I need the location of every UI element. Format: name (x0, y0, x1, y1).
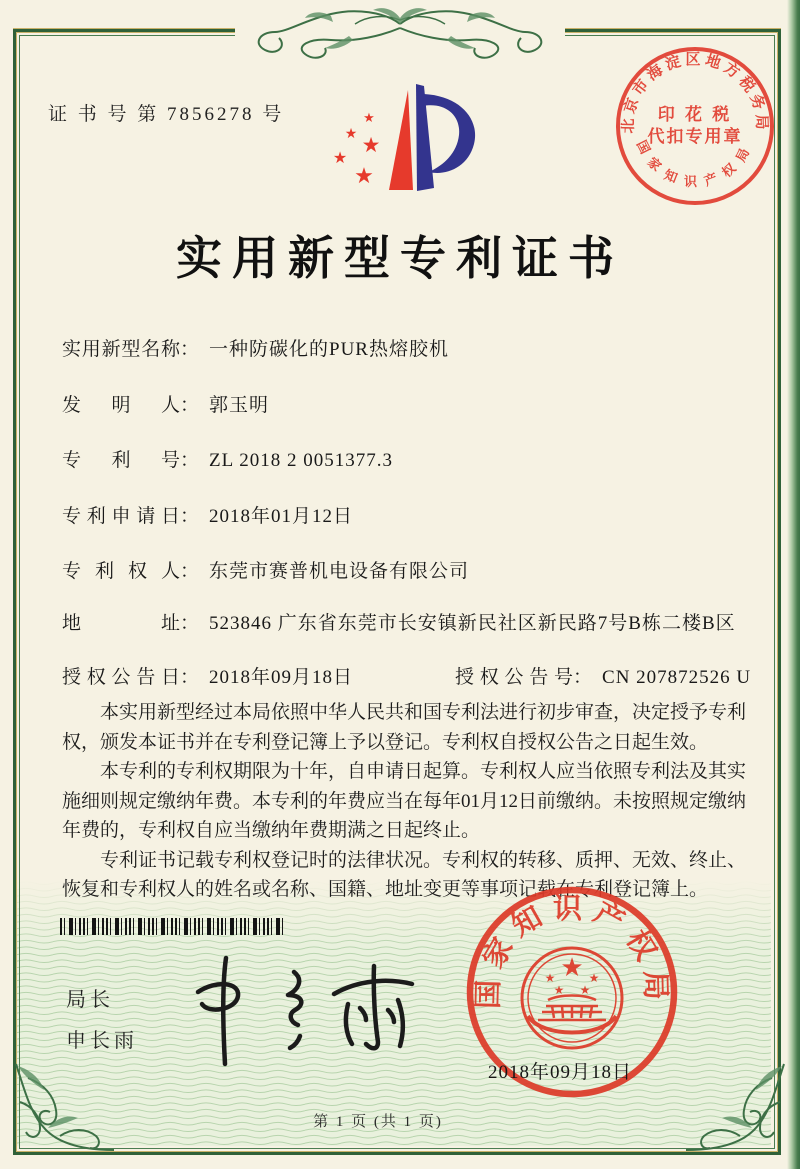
tax-stamp-center-line2: 代扣专用章 (647, 127, 743, 146)
field-grant-row: 授权公告日 ： 2018年09月18日 授权公告号 ： CN 207872526 U (62, 664, 762, 691)
top-border-flourish-ornament (235, 2, 565, 66)
stamp-duty-withholding-stamp (609, 40, 781, 212)
commissioner-name: 申长雨 (66, 1030, 138, 1052)
field-value: 2018年01月12日 (209, 506, 354, 527)
svg-text:★: ★ (553, 983, 565, 997)
logo-red-wedge (389, 90, 413, 190)
field-inventor: 发明人 ： 郭玉明 (62, 392, 269, 419)
svg-text:★: ★ (544, 971, 556, 985)
bottom-left-corner-flourish (10, 1058, 120, 1158)
svg-text:★: ★ (354, 163, 374, 188)
field-address: 地址 ： 523846 广东省东莞市长安镇新民社区新民路7号B栋二楼B区 (62, 610, 736, 637)
svg-text:★: ★ (333, 150, 348, 167)
svg-text:★: ★ (579, 983, 591, 997)
seal-date: 2018年09月18日 (488, 1062, 633, 1083)
field-label: 专利号 (62, 450, 180, 471)
field-patentee: 专利权人 ： 东莞市赛普机电设备有限公司 (62, 558, 469, 585)
page-footer: 第 1 页 (共 1 页) (313, 1114, 443, 1130)
field-patent-number: 专利号 ： ZL 2018 2 0051377.3 (62, 447, 393, 474)
commissioner-signature (182, 952, 422, 1070)
svg-text:★: ★ (344, 127, 358, 142)
svg-text:★: ★ (363, 110, 375, 125)
field-value: ZL 2018 2 0051377.3 (209, 450, 394, 471)
field-value: 2018年09月18日 (209, 667, 354, 688)
field-label: 地址 (62, 613, 180, 634)
field-value: 一种防碳化的PUR热熔胶机 (209, 339, 449, 360)
field-utility-model-name: 实用新型名称 ： 一种防碳化的PUR热熔胶机 (62, 336, 449, 363)
field-label: 发明人 (62, 395, 180, 416)
paragraph-term-and-fees: 本专利的专利权期限为十年，自申请日起算。专利权人应当依照专利法及其实施细则规定缴纳年费。本专利的年费应当在每年01月12日前缴纳。未按照规定缴纳年费的，专利权自应当缴纳年费期满之日起终止。 (62, 761, 747, 841)
certificate-title: 实用新型专利证书 (176, 233, 624, 284)
field-value: 523846 广东省东莞市长安镇新民社区新民路7号B栋二楼B区 (209, 613, 736, 634)
field-value: 郭玉明 (209, 395, 270, 416)
cnipa-logo (333, 82, 483, 204)
certificate-number: 证 书 号 第 7856278 号 (48, 104, 285, 125)
svg-text:★: ★ (560, 953, 584, 982)
tax-stamp-bottom-arc-text: 国家知识产权局 (633, 137, 757, 190)
field-label: 实用新型名称 (62, 339, 180, 360)
barcode (60, 918, 286, 935)
field-label: 专利申请日 (62, 506, 180, 527)
field-filing-date: 专利申请日 ： 2018年01月12日 (62, 503, 353, 530)
tax-stamp-center-line1: 印 花 税 (657, 105, 733, 124)
field-label: 授权公告号 (455, 667, 573, 688)
scan-edge-green-strip (787, 0, 800, 1169)
field-grant-number: 授权公告号 ： CN 207872526 U (455, 664, 751, 691)
bottom-right-corner-flourish (680, 1058, 790, 1158)
svg-text:★: ★ (361, 133, 381, 157)
national-emblem-icon (522, 948, 622, 1048)
field-value: 东莞市赛普机电设备有限公司 (209, 561, 470, 582)
paragraph-grant-statement: 本实用新型经过本局依照中华人民共和国专利法进行初步审查，决定授予专利权，颁发本证书并在专利登记簿上予以登记。专利权自授权公告之日起生效。 (62, 702, 747, 753)
field-label: 授权公告日 (62, 667, 180, 688)
tax-stamp-top-arc-text: 北京市海淀区地方税务局 (620, 52, 770, 134)
paragraph-legal-status: 专利证书记载专利权登记时的法律状况。专利权的转移、质押、无效、终止、恢复和专利权人的姓名或名称、国籍、地址变更等事项记载在专利登记簿上。 (62, 849, 747, 900)
commissioner-title: 局长 (66, 989, 114, 1011)
legal-text-block (62, 698, 746, 905)
svg-text:★: ★ (588, 971, 600, 985)
field-label: 专利权人 (62, 561, 180, 582)
svg-text:国家知识产权局 (472, 892, 672, 1009)
seal-ring-text: 国家知识产权局 (472, 893, 672, 1010)
field-value: CN 207872526 U (602, 667, 752, 688)
logo-stars-icon (333, 110, 380, 188)
